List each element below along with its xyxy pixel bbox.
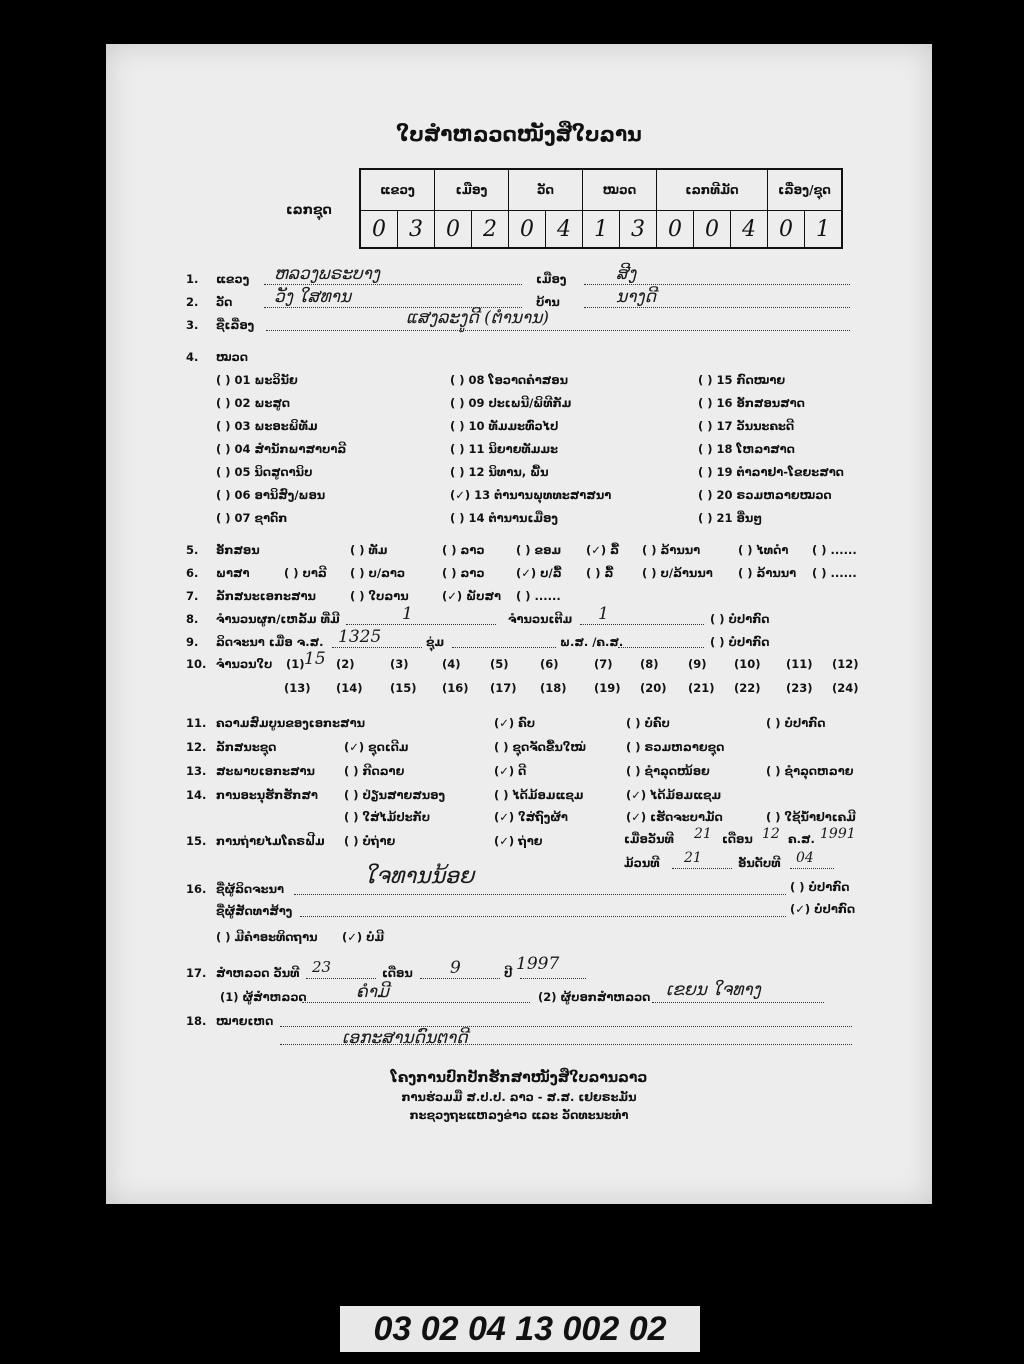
- code-digit: 2: [472, 211, 509, 249]
- microfilm-year-label: ຄ.ສ.: [788, 832, 815, 846]
- code-digit: 0: [768, 211, 805, 249]
- leaf-count-cell: (2): [336, 657, 355, 671]
- leaf-count-1: (1): [286, 657, 305, 671]
- informant-line: [652, 1002, 824, 1003]
- completeness-label: ຄວາມສົມບູນຂອງເອກະສານ: [216, 716, 365, 730]
- category-option[interactable]: ( ) 05 ນິດສູດານິບ: [216, 465, 313, 479]
- surveyor-value: ຄໍາມີ: [356, 982, 389, 1002]
- informant-value: ເຂຍນ ໃຈທາງ: [666, 980, 761, 1000]
- language-option-selected[interactable]: (✓) ບ/ລື້: [516, 566, 562, 580]
- microfilm-option-selected[interactable]: (✓) ຖ່າຍ: [494, 834, 543, 848]
- leaf-count-cell: (5): [490, 657, 509, 671]
- code-digit: 0: [360, 211, 398, 249]
- row-number: 12.: [186, 740, 207, 754]
- row-number: 11.: [186, 716, 207, 730]
- code-digit: 3: [620, 211, 657, 249]
- code-digit: 4: [731, 211, 768, 249]
- row-number: 4.: [186, 350, 199, 364]
- leaf-count-cell: (17): [490, 681, 517, 695]
- surveyor-label: (1) ຜູ້ສໍາຫລວດ: [220, 990, 307, 1004]
- leaf-count-cell: (22): [734, 681, 761, 695]
- code-header-district: ເມືອງ: [435, 169, 509, 211]
- category-option[interactable]: ( ) 01 ພະວິນັຍ: [216, 373, 298, 387]
- category-option[interactable]: ( ) 12 ນິທານ, ພື້ນ: [450, 465, 549, 479]
- survey-month-line: [420, 978, 500, 979]
- province-label: ແຂວງ: [216, 272, 250, 286]
- village-label: ບ້ານ: [536, 295, 560, 309]
- informant-label: (2) ຜູ້ບອກສໍາຫລວດ: [538, 990, 651, 1004]
- bundle-count-value: 1: [402, 604, 413, 624]
- leaf-count-cell: (18): [540, 681, 567, 695]
- prayer-option-selected[interactable]: (✓) ບໍ່ມີ: [342, 930, 385, 944]
- category-option[interactable]: ( ) 21 ອື່ນໆ: [698, 511, 762, 525]
- row-number: 9.: [186, 635, 199, 649]
- condition-option[interactable]: ( ) ຊໍາລຸດຫລາຍ: [766, 764, 854, 778]
- preservation-option-selected[interactable]: (✓) ເຮັດຈະບາມັດ: [626, 810, 723, 824]
- year-cycle-label: ຊຸ່ມ: [426, 635, 445, 649]
- code-label: ເລກຊຸດ: [286, 203, 332, 218]
- leaf-count-cell: (11): [786, 657, 813, 671]
- category-option[interactable]: ( ) 02 ພະສູດ: [216, 396, 291, 410]
- code-digit: 4: [546, 211, 583, 249]
- author-value: ໃຈທານນ້ອຍ: [364, 864, 475, 889]
- completeness-option[interactable]: ( ) ບໍ່ປາກົດ: [766, 716, 826, 730]
- category-option[interactable]: ( ) 17 ວັນນະຄະດີ: [698, 419, 795, 433]
- category-option[interactable]: ( ) 06 ອານິສົງ/ພອນ: [216, 488, 326, 502]
- remarks-value: ເອກະສານດົນຕາດີ: [342, 1028, 468, 1048]
- bundle-type-option-selected[interactable]: (✓) ຊຸດເດີມ: [344, 740, 409, 754]
- language-option[interactable]: ( ) ບ/ລາວ: [350, 566, 406, 580]
- code-header-category: ໝວດ: [583, 169, 657, 211]
- survey-year-label: ປີ: [504, 966, 513, 980]
- code-digit: 1: [805, 211, 843, 249]
- condition-option[interactable]: ( ) ຊໍາລຸດໜ້ອຍ: [626, 764, 710, 778]
- category-option[interactable]: ( ) 03 ພະອະພິທັມ: [216, 419, 318, 433]
- row-number: 3.: [186, 318, 199, 332]
- language-option[interactable]: ( ) ລາວ: [442, 566, 485, 580]
- preservation-option-selected[interactable]: (✓) ໃສ່ຖົງຜ້າ: [494, 810, 568, 824]
- code-digit: 3: [398, 211, 435, 249]
- leaf-count-cell: (15): [390, 681, 417, 695]
- microfilm-frame-label: ອັນດັບທີ: [738, 856, 781, 870]
- category-option[interactable]: ( ) 08 ໂອວາດຄໍາສອນ: [450, 373, 568, 387]
- microfilm-date-label: ເມື່ອວັນທີ: [624, 832, 674, 846]
- bundle-count-label: ຈໍານວນຜູກ/ເຫລັ້ມ ທີ່ມີ: [216, 612, 340, 626]
- microfilm-frame-line: [790, 868, 834, 869]
- survey-month-value: 9: [450, 958, 461, 978]
- district-line: [584, 284, 850, 285]
- code-header-temple: ວັດ: [509, 169, 583, 211]
- script-option-selected[interactable]: (✓) ລື້: [586, 543, 619, 557]
- province-value: ຫລວງພຣະບາງ: [274, 264, 380, 284]
- temple-value: ວັງ ໃສທານ: [274, 287, 352, 307]
- leaf-count-cell: (9): [688, 657, 707, 671]
- microfilm-year-value: 1991: [820, 826, 856, 842]
- microfilm-option[interactable]: ( ) ບໍ່ຖ່າຍ: [344, 834, 396, 848]
- leaf-count-label: ຈໍານວນໃບ: [216, 657, 273, 671]
- script-option[interactable]: ( ) ລາວ: [442, 543, 485, 557]
- row-number: 8.: [186, 612, 199, 626]
- preservation-option[interactable]: ( ) ໃຊ້ນ້ຳຢາເຄມີ: [766, 810, 856, 824]
- row-number: 10.: [186, 657, 207, 671]
- row-number: 2.: [186, 295, 199, 309]
- category-option[interactable]: ( ) 18 ໂຫລາສາດ: [698, 442, 795, 456]
- written-date-line: [332, 647, 422, 648]
- condition-option[interactable]: ( ) ກີດລາຍ: [344, 764, 405, 778]
- code-digit: 0: [694, 211, 731, 249]
- survey-date-label: ສໍາຫລວດ ວັນທີ: [216, 966, 300, 980]
- footer-project: ໂຄງການປົກປັກຮັກສາໜັງສືໃບລານລາວ: [390, 1070, 648, 1086]
- original-count-value: 1: [598, 604, 609, 624]
- language-option[interactable]: ( ) ບ/ລ້ານນາ: [642, 566, 713, 580]
- document-type-option[interactable]: ( ) ໃບລານ: [350, 589, 409, 603]
- script-option[interactable]: ( ) ໄທດໍາ: [738, 543, 789, 557]
- leaf-count-cell: (8): [640, 657, 659, 671]
- leaf-count-cell: (24): [832, 681, 859, 695]
- village-value: ນາງດີ: [616, 287, 656, 307]
- document-type-option[interactable]: ( ) ......: [516, 589, 561, 603]
- script-option[interactable]: ( ) ລ້ານນາ: [642, 543, 701, 557]
- code-header-bundle: ເລກທີມັດ: [657, 169, 768, 211]
- survey-year-value: 1997: [516, 954, 560, 974]
- footer-cooperation: ການຮ່ວມມື ສ.ປ.ປ. ລາວ - ສ.ສ. ເຢຍຣະມັນ: [401, 1090, 637, 1104]
- condition-option-selected[interactable]: (✓) ດີ: [494, 764, 527, 778]
- leaf-count-cell: (19): [594, 681, 621, 695]
- sponsor-line: [300, 916, 786, 917]
- written-date-value: 1325: [338, 627, 382, 647]
- code-digit: 0: [509, 211, 546, 249]
- bundle-type-option[interactable]: ( ) ຊຸດຈັດຂື້ນໃໝ່: [494, 740, 586, 754]
- row-number: 7.: [186, 589, 199, 603]
- preservation-option-selected[interactable]: (✓) ໄດ້ມ້ອມແຊມ: [626, 788, 722, 802]
- category-option[interactable]: ( ) 19 ຕໍາລາຢາ-ໂຂຍະສາດ: [698, 465, 844, 479]
- sponsor-unknown-option-selected[interactable]: (✓) ບໍ່ປາກົດ: [790, 902, 856, 916]
- microfilm-label: ການຖ່າຍໄມໂຄຣຟີມ: [216, 834, 325, 848]
- category-option-selected[interactable]: (✓) 13 ຕໍານານພຸທທະສາສນາ: [450, 488, 612, 502]
- footer-ministry: ກະຊວງຖະແຫລງຂ່າວ ແລະ ວັດທະນະທໍາ: [409, 1108, 629, 1122]
- microfilm-roll-value: 21: [684, 850, 702, 866]
- author-line: [294, 894, 786, 895]
- district-label: ເມືອງ: [536, 272, 567, 286]
- leaf-count-cell: (13): [284, 681, 311, 695]
- author-unknown-option[interactable]: ( ) ບໍ່ປາກົດ: [790, 880, 850, 894]
- code-header-story: ເລື່ອງ/ຊຸດ: [768, 169, 843, 211]
- language-option[interactable]: ( ) ລ້ານນາ: [738, 566, 797, 580]
- prayer-option[interactable]: ( ) ມີຄໍາອະທິດຖານ: [216, 930, 318, 944]
- category-option[interactable]: ( ) 07 ຊາດົກ: [216, 511, 288, 525]
- microfilm-roll-line: [672, 868, 732, 869]
- script-label: ອັກສອນ: [216, 543, 260, 557]
- leaf-count-cell: (10): [734, 657, 761, 671]
- code-digit: 1: [583, 211, 620, 249]
- survey-day-value: 23: [312, 958, 332, 976]
- microfilm-month-value: 12: [762, 826, 780, 842]
- preservation-option[interactable]: ( ) ໄດ້ມ້ອມແຊມ: [494, 788, 584, 802]
- language-label: ພາສາ: [216, 566, 250, 580]
- leaf-count-cell: (14): [336, 681, 363, 695]
- unknown-option[interactable]: ( ) ບໍ່ປາກົດ: [710, 612, 770, 626]
- code-digit: 0: [657, 211, 694, 249]
- surveyor-line: [302, 1002, 530, 1003]
- bundle-type-label: ລັກສນະຊຸດ: [216, 740, 277, 754]
- script-option[interactable]: ( ) ທັມ: [350, 543, 388, 557]
- district-value: ສີງ: [616, 264, 637, 284]
- preservation-option[interactable]: ( ) ໃສ່ໄມ້ປະກັບ: [344, 810, 431, 824]
- survey-month-label: ເດືອນ: [382, 966, 413, 980]
- leaf-count-1-value: 15: [304, 649, 326, 669]
- bundle-type-option[interactable]: ( ) ຣວມຫລາຍຊຸດ: [626, 740, 725, 754]
- completeness-option-selected[interactable]: (✓) ຄົບ: [494, 716, 536, 730]
- row-number: 13.: [186, 764, 207, 778]
- microfilm-roll-label: ມ້ວນທີ: [624, 856, 660, 870]
- category-option[interactable]: ( ) 20 ຣວມຫລາຍໝວດ: [698, 488, 832, 502]
- survey-year-line: [520, 978, 586, 979]
- written-date-label: ລິດຈະນາ ເມື່ອ ຈ.ສ.: [216, 635, 324, 649]
- era-line: [618, 647, 704, 648]
- row-number: 17.: [186, 966, 207, 980]
- category-option[interactable]: ( ) 04 ສໍານັກພາສາບາລີ: [216, 442, 347, 456]
- microfilm-reference-code: 03 02 04 13 002 02: [340, 1306, 700, 1352]
- category-option[interactable]: ( ) 11 ນິຍາຍທັມມະ: [450, 442, 559, 456]
- script-option[interactable]: ( ) ......: [812, 543, 857, 557]
- document-type-label: ລັກສນະເອກະສານ: [216, 589, 316, 603]
- author-label: ຊື່ຜູ້ລິດຈະນາ: [216, 882, 284, 896]
- leaf-count-cell: (21): [688, 681, 715, 695]
- category-option[interactable]: ( ) 15 ກົດໝາຍ: [698, 373, 786, 387]
- leaf-count-cell: (6): [540, 657, 559, 671]
- code-header-province: ແຂວງ: [360, 169, 435, 211]
- category-option[interactable]: ( ) 09 ປະເພນີ/ພິທີກັມ: [450, 396, 572, 410]
- row-number: 1.: [186, 272, 199, 286]
- condition-label: ສະພາບເອກະສານ: [216, 764, 315, 778]
- leaf-count-cell: (16): [442, 681, 469, 695]
- village-line: [584, 307, 850, 308]
- row-number: 14.: [186, 788, 207, 802]
- survey-form-sheet: [106, 44, 932, 1204]
- row-number: 5.: [186, 543, 199, 557]
- language-option[interactable]: ( ) ......: [812, 566, 857, 580]
- code-table: [359, 168, 843, 249]
- bundle-count-line: [346, 624, 496, 625]
- survey-day-line: [306, 978, 376, 979]
- title-line: [266, 330, 850, 331]
- language-option[interactable]: ( ) ບາລີ: [284, 566, 327, 580]
- completeness-option[interactable]: ( ) ບໍ່ຄົບ: [626, 716, 670, 730]
- leaf-count-cell: (4): [442, 657, 461, 671]
- category-option[interactable]: ( ) 10 ທັມມະທົ່ວໄປ: [450, 419, 559, 433]
- preservation-option[interactable]: ( ) ປ່ຽນສາຍສນອງ: [344, 788, 446, 802]
- original-count-line: [580, 624, 704, 625]
- province-line: [264, 284, 522, 285]
- remarks-label: ໝາຍເຫດ: [216, 1014, 274, 1028]
- row-number: 15.: [186, 834, 207, 848]
- title-label: ຊື່ເລື່ອງ: [216, 318, 255, 332]
- unknown-option[interactable]: ( ) ບໍ່ປາກົດ: [710, 635, 770, 649]
- temple-label: ວັດ: [216, 295, 233, 309]
- leaf-count-cell: (20): [640, 681, 667, 695]
- category-label: ໝວດ: [216, 350, 248, 364]
- year-cycle-line: [452, 647, 556, 648]
- row-number: 18.: [186, 1014, 207, 1028]
- category-option[interactable]: ( ) 14 ຕໍານານເມືອງ: [450, 511, 558, 525]
- manuscript-title-value: ແສງລະງູດີ (ຕໍານານ): [406, 308, 549, 328]
- leaf-count-cell: (23): [786, 681, 813, 695]
- code-digit: 0: [435, 211, 472, 249]
- microfilm-month-label: ເດືອນ: [722, 832, 753, 846]
- row-number: 6.: [186, 566, 199, 580]
- leaf-count-cell: (7): [594, 657, 613, 671]
- document-type-option-selected[interactable]: (✓) ພັບສາ: [442, 589, 501, 603]
- preservation-label: ການອະນຸຮັກຮັກສາ: [216, 788, 318, 802]
- original-count-label: ຈໍານວນເຕີມ: [508, 612, 573, 626]
- sponsor-label: ຊື່ຜູ້ສັດທາສ້າງ: [216, 904, 293, 918]
- remarks-line-1: [280, 1026, 852, 1027]
- row-number: 16.: [186, 882, 207, 896]
- microfilm-date-value: 21: [694, 826, 712, 842]
- microfilm-frame-value: 04: [796, 850, 814, 866]
- language-option[interactable]: ( ) ລື້: [586, 566, 614, 580]
- category-option[interactable]: ( ) 16 ອັກສອນສາດ: [698, 396, 805, 410]
- form-title: ໃບສໍາຫລວດໜັງສືໃບລານ: [396, 122, 642, 146]
- era-label: ພ.ສ. /ຄ.ສ.: [560, 635, 624, 649]
- script-option[interactable]: ( ) ຂອມ: [516, 543, 562, 557]
- leaf-count-cell: (12): [832, 657, 859, 671]
- leaf-count-cell: (3): [390, 657, 409, 671]
